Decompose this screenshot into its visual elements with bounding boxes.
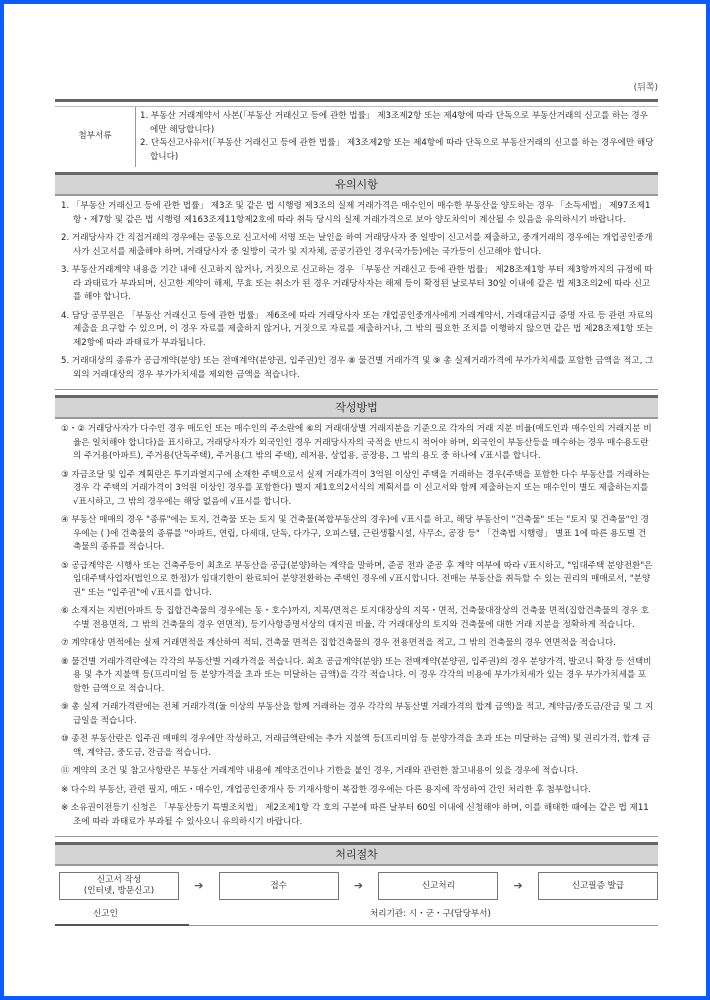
instruction-item: ④ 부동산 매매의 경우 "종류"에는 토지, 건축물 또는 토지 및 건축물(복합부동산의 경우)에 √표시를 하고, 해당 부동산이 "건축물" 또는 "토지 및 건축물"인 경우에는 ( )에 건축물의 종류를 "아파트, 연립, 다세대, 단독, 다가구, 오피스텔, 근린생활시설, 사무소, 공장 등" 「건축법 시행령」 별표 1에 따른 용도별 건축물의 종류를 적습니다. xyxy=(61,515,649,552)
divider xyxy=(55,389,658,390)
divider xyxy=(55,99,658,102)
note-item: 2. 거래당사자 간 직접거래의 경우에는 공동으로 신고서에 서명 또는 날인을 하여 거래당사자 중 일방이 신고서를 제출하고, 중개거래의 경우에는 개업공인중개사가 신고서를 제출해야 하며, 거래당사자 중 일방이 국가 및 지자체, 공공기관인 경우(국가등)에는 국가등이 신고해야 합니다. xyxy=(61,233,653,257)
step-label: 신고필증 발급 xyxy=(571,880,625,891)
applicant-label: 신고인 xyxy=(93,909,118,919)
procedure-flow xyxy=(55,872,658,900)
procedure-header: 처리절차 xyxy=(55,842,658,866)
instruction-item: ⑦ 계약대상 면적에는 실제 거래면적을 계산하여 적되, 건축물 면적은 집합건축물의 경우 전용면적을 적고, 그 밖의 건축물의 경우 연면적을 적습니다. xyxy=(61,638,616,648)
instruction-item: ⑤ 공급계약은 시행사 또는 건축주등이 최초로 부동산을 공급(분양)하는 계약을 말하며, 준공 전과 준공 후 계약 여부에 따라 √표시하고, "임대주택 분양전환"은 임대주택사업자(법인으로 한정)가 임대기한이 완료되어 분양전환하는 주택인 경우에 √표시합니다. 전매는 부동산을 취득할 수 있는 권리의 매매로서, "분양권" 또는 "입주권"에 √표시를 합니다. xyxy=(61,560,653,598)
arrow-right-icon: ➔ xyxy=(194,879,204,893)
instruction-item: ⑩ 종전 부동산란은 입주권 매매의 경우에만 작성하고, 거래금액란에는 추가 지불액 등(프리미엄 등 분양가격을 초과 또는 미달하는 금액) 및 권리가격, 합계 금액, 계약금, 중도금, 잔금을 적습니다. xyxy=(61,734,651,758)
instruction-item: ⑥ 소재지는 지번(아파트 등 집합건축물의 경우에는 동・호수)까지, 지목/면적은 토지대장상의 지목・면적, 건축물대장상의 건축물 면적(집합건축물의 경우 호수별 전용면적, 그 밖의 건축물의 경우 연면적), 등기사항증명서상의 대지권 비율, 각 거래대상의 토지와 건축물에 대한 거래 지분을 정확하게 적습니다. xyxy=(61,606,649,630)
instruction-item: ⑪ 계약의 조건 및 참고사항란은 부동산 거래계약 내용에 계약조건이나 기한을 붙인 경우, 거래와 관련한 참고내용이 있을 경우에 적습니다. xyxy=(61,766,579,776)
instruction-item: ⑧ 물건별 거래가격란에는 각각의 부동산별 거래가격을 적습니다. 최초 공급계약(분양) 또는 전매계약(분양권, 입주권)의 경우 분양가격, 발코니 확장 등 선택비용 및 추가 지불액 등(프리미엄 등 분양가격을 초과 또는 미달하는 금액)을 각각 적습니다. 이 경우 각각의 비용에 부가가치세가 있는 경우 부가가치세를 포함한 금액으로 적습니다. xyxy=(61,656,652,694)
instruction-note: ※ 다수의 부동산, 관련 필지, 매도・매수인, 개업공인중개사 등 기재사항이 복잡한 경우에는 다른 용지에 작성하여 간인 처리한 후 첨부합니다. xyxy=(61,784,591,795)
note-item: 1. 「부동산 거래신고 등에 관한 법률」 제3조 및 같은 법 시행령 제3조의 실제 거래가격은 매수인이 매수한 부동산을 양도하는 경우 「소득세법」 제97조제1항・제7항 및 같은 법 시행령 제163조제11항제2호에 따라 취득 당시의 실제 거래가격으로 보아 양도차익이 계산될 수 있음을 유의하시기 바랍니다. xyxy=(61,201,651,225)
instruction-item: ③ 자금조달 및 입주 계획란은 투기과열지구에 소재한 주택으로서 실제 거래가격이 3억원 이상인 주택을 거래하는 경우(주택을 포함한 다수 부동산를 거래하는 경우 각 주택의 거래가격이 3억원 이상인 경우를 포함한다) 별지 제1호의2서식의 계획서를 이 신고서와 함께 제출하는지 또는 매수인이 별도 제출하는지를 √표시하고, 그 밖의 경우에는 해당 없음에 √표시를 합니다. xyxy=(61,469,650,507)
page-side-label: (뒤쪽) xyxy=(633,83,658,93)
agency-label: 처리기관: 시・군・구(담당부서) xyxy=(370,909,491,919)
note-item: 4. 담당 공무원은 「부동산 거래신고 등에 관한 법률」 제6조에 따라 거래당사자 또는 개업공인중개사에게 거래계약서, 거래대금지급 증명 자료 등 관련 자료의 제출을 요구할 수 있으며, 이 경우 자료를 제출하지 않거나, 거짓으로 자료를 제출하거나, 그 밖의 필요한 조치를 이행하지 않으면 같은 법 제28조제1항 또는 제2항에 따라 과태료가 부과됩니다. xyxy=(61,310,654,348)
document-page xyxy=(55,82,658,926)
step-label: 접수 xyxy=(270,880,287,891)
step-label: 신고처리 xyxy=(421,880,455,891)
step-write-report xyxy=(59,872,179,900)
divider xyxy=(55,836,658,837)
step-certificate-issue xyxy=(538,872,658,900)
note-item: 5. 거래대상의 종류가 공급계약(분양) 또는 전매계약(분양권, 입주권)인 경우 ⑧ 물건별 거래가격 및 ⑨ 총 실제거래가격에 부가가치세를 포함한 금액을 적고, 그 외의 거래대상의 경우 부가가치세를 제외한 금액을 적습니다. xyxy=(61,356,654,380)
step-sublabel: (인터넷, 방문신고) xyxy=(83,886,155,896)
notes-list xyxy=(55,196,658,389)
instruction-item: ⑨ 총 실제 거래가격란에는 전체 거래가격(둘 이상의 부동산을 함께 거래하는 경우 각각의 부동산별 거래가격의 합계 금액)을 적고, 계약금/중도금/잔금 및 그 지급일을 적습니다. xyxy=(61,702,654,726)
step-label: 신고서 작성 xyxy=(96,875,142,885)
attachment-item: 1. 부동산 거래계약서 사본(「부동산 거래신고 등에 관한 법률」 제3조제2항 또는 제4항에 따라 단독으로 부동산거래의 신고를 하는 경우에만 해당합니다) xyxy=(140,111,648,135)
instruction-note: ※ 소유권이전등기 신청은 「부동산등기 특별조치법」 제2조제1항 각 호의 구분에 따른 날부터 60일 이내에 신청해야 하며, 이를 해태한 때에는 같은 법 제11조에 따라 과태료가 부과될 수 있사오니 유의하시기 바랍니다. xyxy=(61,803,649,827)
step-receipt xyxy=(219,872,339,900)
step-processing xyxy=(378,872,498,900)
attachments-label: 첨부서류 xyxy=(55,107,136,167)
arrow-right-icon: ➔ xyxy=(513,879,523,893)
arrow-right-icon: ➔ xyxy=(353,879,364,893)
instructions-list xyxy=(55,419,658,836)
attachment-item: 2. 단독신고사유서(「부동산 거래신고 등에 관한 법률」 제3조제2항 또는 제4항에 따라 단독으로 부동산거래의 신고를 하는 경우에만 해당합니다) xyxy=(140,138,654,162)
instruction-item: ①・② 거래당사자가 다수인 경우 매도인 또는 매수인의 주소란에 ⑥의 거래대상별 거래지분을 기준으로 각자의 거래 지분 비율(매도인과 매수인의 거래지분 비율은 일치해야 합니다)을 표시하고, 거래당사자가 외국인인 경우 거래당사자의 국적을 반드시 적어야 하며, 외국인이 부동산등을 매수하는 경우 매수용도란의 주거용(아파트), 주거용(단독주택), 주거용(그 밖의 주택), 레저용, 상업용, 공장용, 그 밖의 용도 중 하나에 √표시를 합니다. xyxy=(61,424,652,461)
procedure-labels xyxy=(55,908,658,922)
note-item: 3. 부동산거래계약 내용을 기간 내에 신고하지 않거나, 거짓으로 신고하는 경우 「부동산 거래신고 등에 관한 법률」 제28조제1항 부터 제3항까지의 규정에 따라 과태료가 부과되며, 신고한 계약이 해제, 무효 또는 취소가 된 경우 거래당사자는 해제 등이 확정된 날로부터 30일 이내에 같은 법 제3조의2에 따라 신고를 해야 합니다. xyxy=(61,265,653,302)
attachments-table xyxy=(55,107,658,167)
notes-header: 유의시항 xyxy=(55,172,658,196)
instructions-header: 작성방법 xyxy=(55,395,658,419)
divider xyxy=(55,924,658,926)
